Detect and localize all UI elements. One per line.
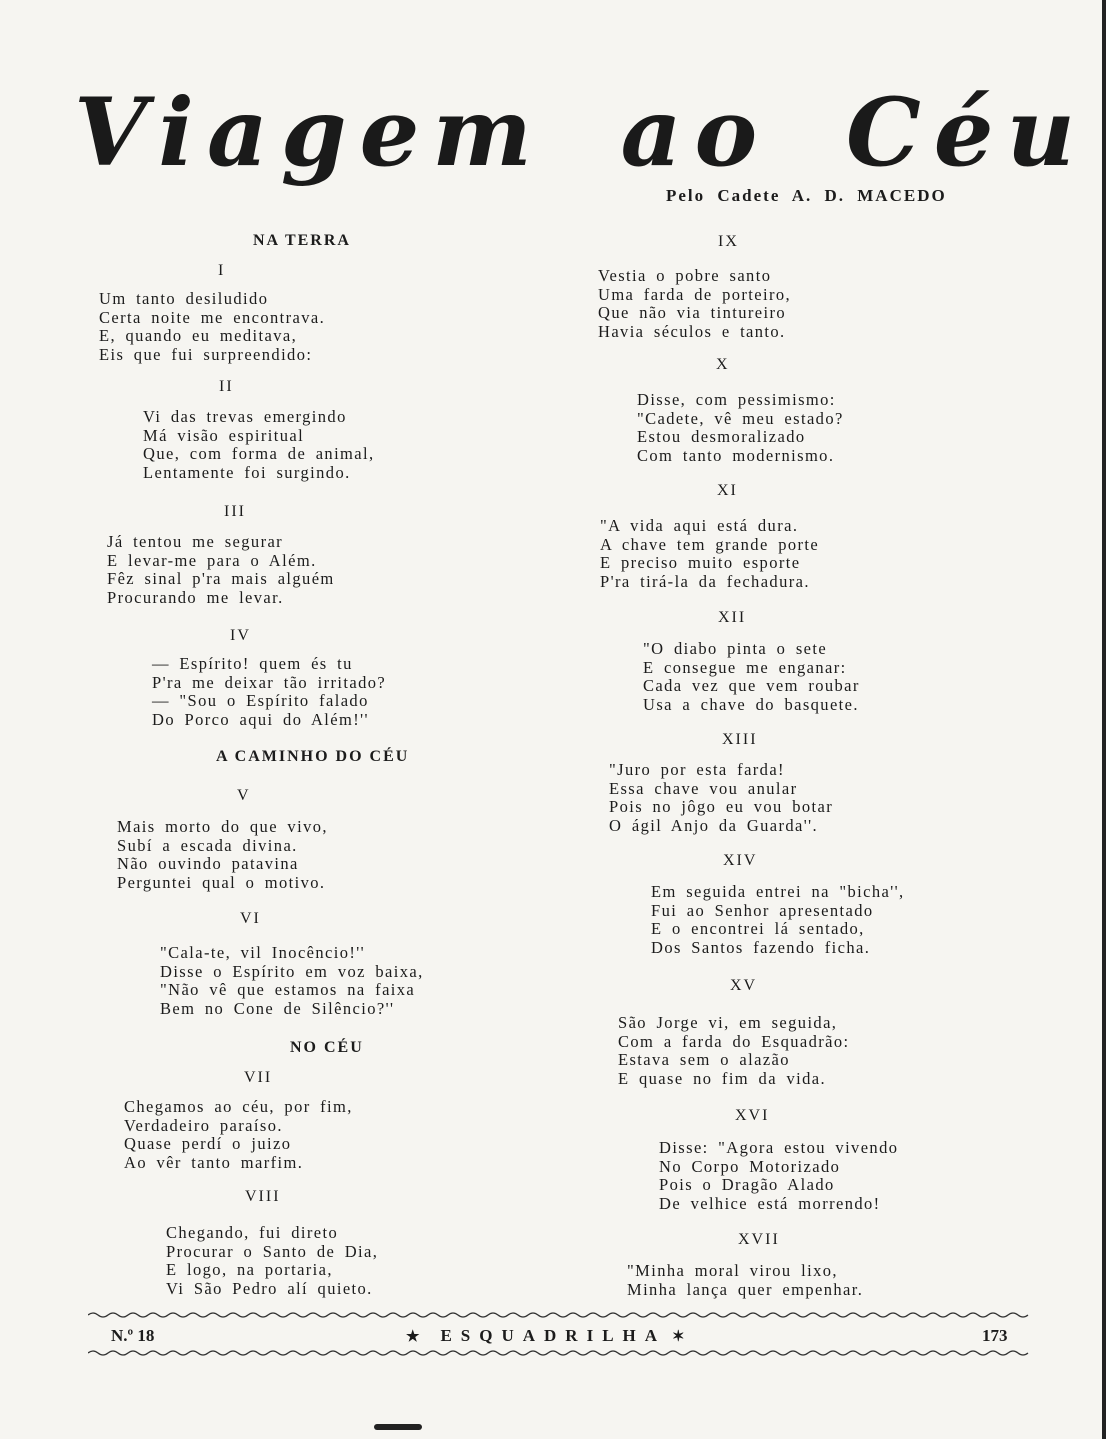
stanza-7 xyxy=(124,1098,353,1172)
verse-line: O ágil Anjo da Guarda''. xyxy=(609,815,819,835)
section-heading-a-caminho: A CAMINHO DO CÉU xyxy=(216,748,410,765)
verse-line: Fêz sinal p'ra mais alguém xyxy=(107,569,335,588)
verse-line: Subí a escada divina. xyxy=(117,835,298,855)
verse-line: Com tanto modernismo. xyxy=(637,445,835,465)
verse-line: "A vida aqui está dura. xyxy=(600,516,799,535)
verse-line: Havia séculos e tanto. xyxy=(598,321,786,341)
verse-line: Eis que fui surpreendido: xyxy=(99,344,313,364)
section-heading-na-terra: NA TERRA xyxy=(253,232,351,249)
stanza-5 xyxy=(117,818,328,892)
verse-line: Quase perdí o juizo xyxy=(124,1134,292,1153)
stanza-number: XII xyxy=(718,609,747,626)
magazine-name: ESQUADRILHA xyxy=(440,1326,667,1345)
verse-line: Um tanto desiludido xyxy=(99,289,269,308)
verse-line: "Juro por esta farda! xyxy=(609,760,785,779)
verse-line: "Minha moral virou lixo, xyxy=(627,1261,838,1280)
verse-line: Pois no jôgo eu vou botar xyxy=(609,797,834,816)
magazine-name-line xyxy=(406,1326,694,1346)
stanza-6 xyxy=(160,944,424,1018)
verse-line: Chegando, fui direto xyxy=(166,1223,339,1242)
verse-line: Cada vez que vem roubar xyxy=(643,676,860,695)
verse-line: Mais morto do que vivo, xyxy=(117,817,328,836)
verse-line: Má visão espiritual xyxy=(143,425,305,445)
verse-line: Estava sem o alazão xyxy=(618,1050,790,1069)
issue-number: N.º 18 xyxy=(111,1326,155,1345)
byline: Pelo Cadete A. D. MACEDO xyxy=(666,186,947,205)
verse-line: Vi São Pedro alí quieto. xyxy=(166,1278,373,1298)
stanza-13 xyxy=(609,761,833,835)
verse-line: Verdadeiro paraíso. xyxy=(124,1115,283,1135)
stanza-3 xyxy=(107,533,335,607)
stanza-15 xyxy=(618,1014,850,1088)
verse-line: Essa chave vou anular xyxy=(609,778,798,798)
verse-line: E logo, na portaria, xyxy=(166,1260,333,1279)
verse-line: E consegue me enganar: xyxy=(643,657,847,677)
stanza-number: XV xyxy=(730,977,758,994)
verse-line: Estou desmoralizado xyxy=(637,427,806,446)
verse-line: Lentamente foi surgindo. xyxy=(143,462,351,482)
verse-line: No Corpo Motorizado xyxy=(659,1156,841,1176)
verse-line: Disse, com pessimismo: xyxy=(637,390,836,409)
ornamental-wave-rule-top xyxy=(88,1311,1033,1319)
verse-line: E levar-me para o Além. xyxy=(107,550,317,570)
verse-line: Disse: "Agora estou vivendo xyxy=(659,1138,899,1157)
verse-line: Com a farda do Esquadrão: xyxy=(618,1031,850,1051)
poem-title: Viagem ao Céu xyxy=(74,78,1088,188)
section-heading-no-ceu: NO CÉU xyxy=(290,1039,364,1056)
stanza-17 xyxy=(627,1262,863,1299)
scan-mark xyxy=(374,1424,422,1430)
verse-line: — Espírito! quem és tu xyxy=(152,654,353,673)
stanza-number: V xyxy=(237,787,251,804)
scan-edge-shadow xyxy=(1102,0,1106,1439)
verse-line: Não ouvindo patavina xyxy=(117,854,299,873)
verse-line: A chave tem grande porte xyxy=(600,534,820,554)
verse-line: E preciso muito esporte xyxy=(600,553,801,572)
stanza-number: IV xyxy=(230,627,251,644)
stanza-number: XVI xyxy=(735,1107,770,1124)
verse-line: Uma farda de porteiro, xyxy=(598,284,792,304)
verse-line: Que não via tintureiro xyxy=(598,303,787,322)
stanza-number: XVII xyxy=(738,1231,780,1248)
stanza-number: XI xyxy=(717,482,738,499)
verse-line: Pois o Dragão Alado xyxy=(659,1175,835,1194)
stanza-11 xyxy=(600,517,819,591)
verse-line: Vi das trevas emergindo xyxy=(143,407,347,426)
verse-line: P'ra tirá-la da fechadura. xyxy=(600,571,810,591)
verse-line: "Cala-te, vil Inocêncio!'' xyxy=(160,943,366,962)
stanza-number: VIII xyxy=(245,1188,281,1205)
verse-line: Chegamos ao céu, por fim, xyxy=(124,1097,353,1116)
stanza-number: XIV xyxy=(723,852,758,869)
stanza-12 xyxy=(643,640,860,714)
verse-line: Minha lança quer empenhar. xyxy=(627,1279,864,1299)
verse-line: Procurar o Santo de Dia, xyxy=(166,1241,379,1261)
stanza-16 xyxy=(659,1139,898,1213)
verse-line: P'ra me deixar tão irritado? xyxy=(152,672,387,692)
stanza-number: VII xyxy=(244,1069,273,1086)
stanza-number: VI xyxy=(240,910,261,927)
stanza-number: II xyxy=(219,378,234,395)
verse-line: Dos Santos fazendo ficha. xyxy=(651,937,871,957)
verse-line: Fui ao Senhor apresentado xyxy=(651,900,874,920)
verse-line: "Não vê que estamos na faixa xyxy=(160,980,416,999)
page-number: 173 xyxy=(982,1326,1008,1345)
verse-line: E o encontrei lá sentado, xyxy=(651,919,865,938)
stanza-4 xyxy=(152,655,386,729)
verse-line: Vestia o pobre santo xyxy=(598,266,772,285)
verse-line: Que, com forma de animal, xyxy=(143,444,375,463)
verse-line: Em seguida entrei na "bicha'', xyxy=(651,882,905,901)
verse-line: Já tentou me segurar xyxy=(107,532,284,551)
verse-line: "O diabo pinta o sete xyxy=(643,639,828,658)
stanza-8 xyxy=(166,1224,378,1298)
star-icon: ✶ xyxy=(672,1329,694,1345)
verse-line: Procurando me levar. xyxy=(107,587,284,607)
stanza-10 xyxy=(637,391,844,465)
stanza-number: XIII xyxy=(722,731,758,748)
stanza-2 xyxy=(143,408,375,482)
verse-line: E quase no fim da vida. xyxy=(618,1068,826,1088)
verse-line: Bem no Cone de Silêncio?'' xyxy=(160,998,395,1018)
stanza-number: IX xyxy=(718,233,739,250)
stanza-1 xyxy=(99,290,325,364)
verse-line: Usa a chave do basquete. xyxy=(643,694,859,714)
stanza-number: X xyxy=(716,356,730,373)
verse-line: — "Sou o Espírito falado xyxy=(152,691,369,710)
stanza-9 xyxy=(598,267,791,341)
verse-line: São Jorge vi, em seguida, xyxy=(618,1013,838,1032)
stanza-14 xyxy=(651,883,905,957)
star-icon: ★ xyxy=(406,1329,429,1345)
verse-line: Ao vêr tanto marfim. xyxy=(124,1152,304,1172)
verse-line: Do Porco aqui do Além!'' xyxy=(152,709,369,729)
verse-line: Certa noite me encontrava. xyxy=(99,307,326,327)
stanza-number: III xyxy=(224,503,246,520)
verse-line: "Cadete, vê meu estado? xyxy=(637,408,844,428)
verse-line: E, quando eu meditava, xyxy=(99,326,298,345)
verse-line: Disse o Espírito em voz baixa, xyxy=(160,961,424,981)
verse-line: De velhice está morrendo! xyxy=(659,1193,881,1213)
stanza-number: I xyxy=(218,262,226,279)
ornamental-wave-rule-bottom xyxy=(88,1349,1033,1357)
verse-line: Perguntei qual o motivo. xyxy=(117,872,326,892)
